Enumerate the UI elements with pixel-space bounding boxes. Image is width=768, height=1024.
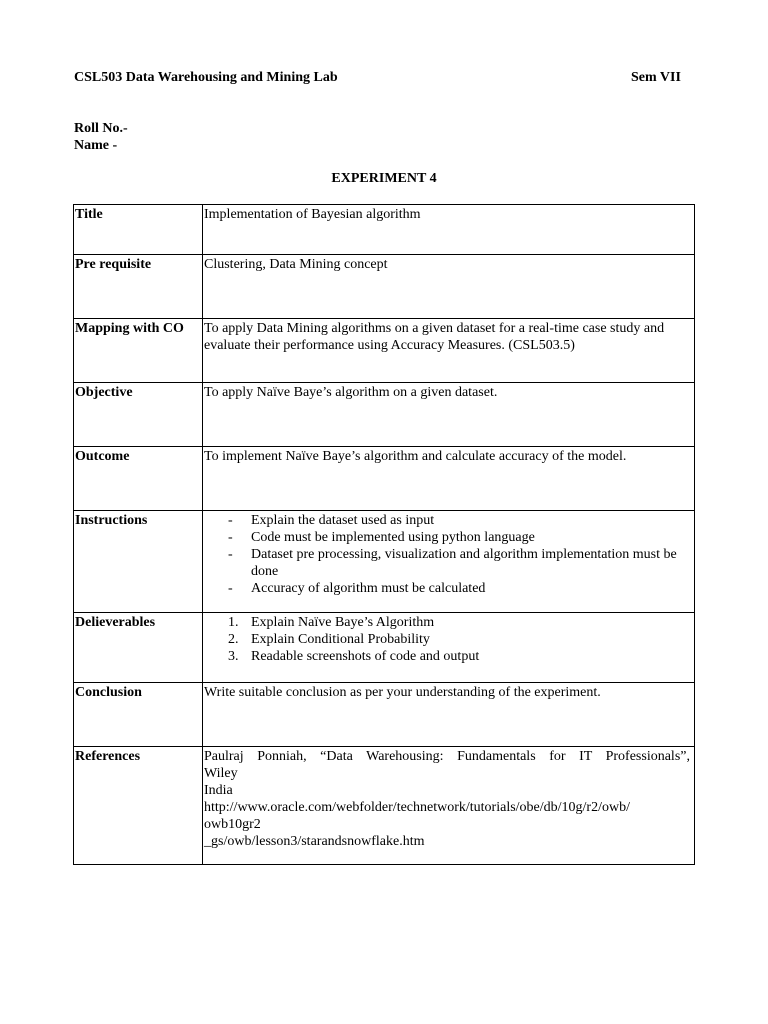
semester-label: Sem VII [631,70,681,85]
row-value-outcome: To implement Naïve Baye’s algorithm and calculate accuracy of the model. [203,447,695,511]
row-value-deliverables [203,613,695,683]
deliverable-text: Explain Naïve Baye’s Algorithm [251,615,435,630]
row-label-mapping: Mapping with CO [74,319,203,383]
table-row-references [74,747,695,865]
table-row-deliverables [74,613,695,683]
experiment-heading: EXPERIMENT 4 [331,171,437,186]
row-label-conclusion: Conclusion [74,683,203,747]
list-number: 1. [228,615,239,630]
table-row-outcome [74,447,695,511]
reference-link: owb10gr2 [204,817,261,832]
row-label-references: References [74,747,203,865]
list-item [204,631,690,648]
dash-bullet: - [228,513,233,528]
row-label-outcome: Outcome [74,447,203,511]
experiment-details-table [73,204,695,865]
instruction-text: Dataset pre processing, visualization and algorithm implementation must be done [251,547,677,579]
list-item [204,529,690,546]
row-value-objective: To apply Naïve Baye’s algorithm on a given dataset. [203,383,695,447]
list-item [204,546,690,580]
instructions-list [204,512,690,597]
reference-line: Paulraj Ponniah, “Data Warehousing: Fundamentals for IT Professionals”, [204,749,690,764]
row-value-prerequisite: Clustering, Data Mining concept [203,255,695,319]
row-value-references [203,747,695,865]
dash-bullet: - [228,530,233,545]
row-label-deliverables: Delieverables [74,613,203,683]
list-item [204,614,690,631]
dash-bullet: - [228,547,233,562]
row-label-objective: Objective [74,383,203,447]
deliverable-text: Explain Conditional Probability [251,632,430,647]
reference-line: India [204,783,233,798]
deliverable-text: Readable screenshots of code and output [251,649,480,664]
instruction-text: Explain the dataset used as input [251,513,435,528]
reference-link: http://www.oracle.com/webfolder/technetwork/tutorials/obe/db/10g/r2/owb/ [204,800,630,815]
row-label-title: Title [74,205,203,255]
instruction-text: Code must be implemented using python language [251,530,535,545]
row-value-title: Implementation of Bayesian algorithm [203,205,695,255]
row-label-prerequisite: Pre requisite [74,255,203,319]
roll-number-label: Roll No.- [74,121,128,136]
reference-link: _gs/owb/lesson3/starandsnowflake.htm [204,834,425,849]
row-value-conclusion: Write suitable conclusion as per your understanding of the experiment. [203,683,695,747]
list-item [204,512,690,529]
list-item [204,580,690,597]
row-label-instructions: Instructions [74,511,203,613]
table-row-conclusion [74,683,695,747]
list-number: 2. [228,632,239,647]
deliverables-list [204,614,690,665]
row-value-instructions [203,511,695,613]
table-row-title [74,205,695,255]
student-name-label: Name - [74,138,118,153]
course-title: CSL503 Data Warehousing and Mining Lab [74,70,338,85]
table-row-prerequisite [74,255,695,319]
reference-line: Wiley [204,766,238,781]
table-row-objective [74,383,695,447]
dash-bullet: - [228,581,233,596]
table-row-instructions [74,511,695,613]
table-row-mapping [74,319,695,383]
row-value-mapping: To apply Data Mining algorithms on a given dataset for a real-time case study and evaluate their performance using Accuracy Measures. (CSL503.5) [203,319,695,383]
instruction-text: Accuracy of algorithm must be calculated [251,581,486,596]
list-item [204,648,690,665]
list-number: 3. [228,649,239,664]
